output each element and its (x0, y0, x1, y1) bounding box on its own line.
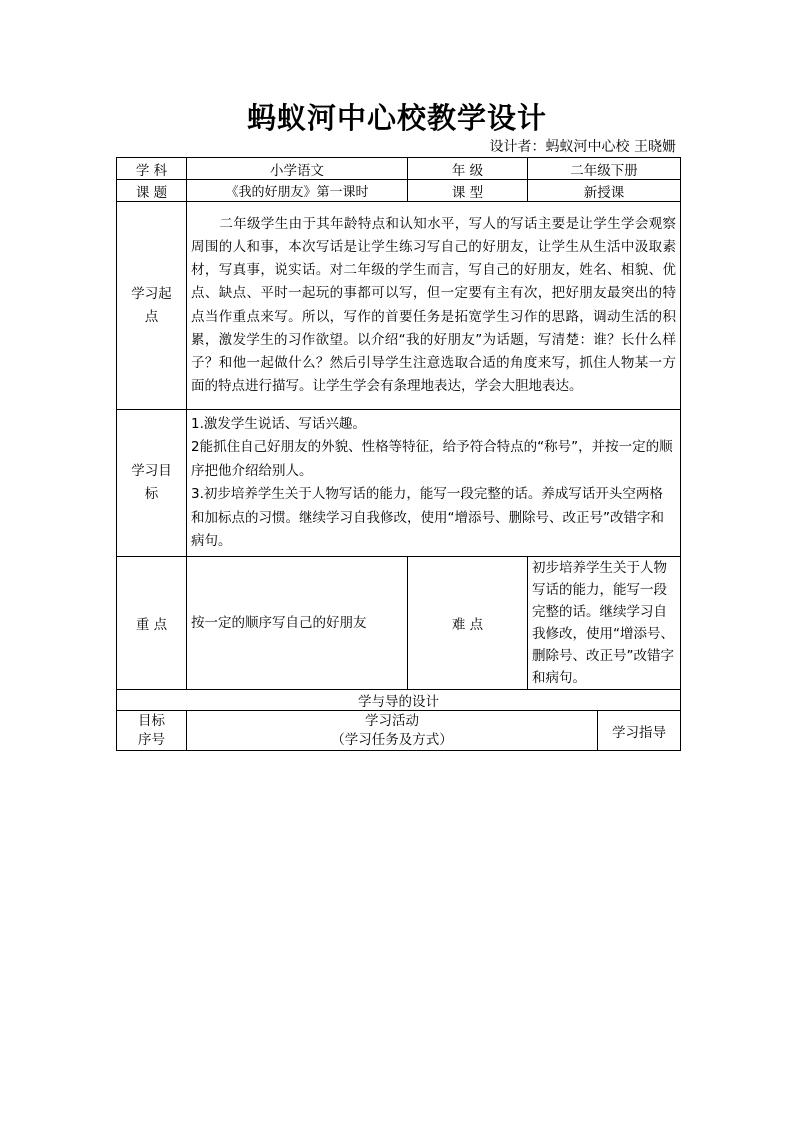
type-label: 课 型 (408, 180, 528, 202)
key-point-text: 按一定的顺序写自己的好朋友 (187, 557, 408, 690)
goals-cell (187, 410, 681, 557)
goal-item-1: 1.激发学生说话、写话兴趣。 (191, 415, 366, 432)
goals-label-line1: 学习目 (131, 463, 172, 479)
type-value: 新授课 (528, 180, 681, 202)
starting-point-text: 二年级学生由于其年龄特点和认知水平，写人的写话主要是让学生学会观察周围的人和事，本次写话是让学生练习写自己的好朋友，让学生从生活中汲取素材，写真事，说实话。对二年级的学生而言，写自己的好朋友，姓名、相貌、优点、缺点、平时一起玩的事都可以写，但一定要有主有次，把好朋友最突出的特点当作重点来写。所以，写作的首要任务是拓宽学生习作的思路，调动生活的积累，激发学生的习作欲望。以介绍“我的好朋友”为话题，写清楚：谁？长什么样子？和他一起做什么？然后引导学生注意选取合适的角度来写，抓住人物某一方面的特点进行描写。让学生学会有条理地表达，学会大胆地表达。 (191, 215, 677, 395)
topic-row (117, 180, 681, 202)
designer-line: 设计者：蚂蚁河中心校 王晓姗 (489, 139, 676, 155)
goal-item-3: 3.初步培养学生关于人物写话的能力，能写一段完整的话。养成写话开头空两格和加标点的习惯。继续学习自我修改，使用“增添号、删除号、改正号”改错字和病句。 (191, 486, 664, 549)
goals-label (117, 410, 187, 557)
starting-point-label-line1: 学习起 (131, 285, 172, 302)
design-columns-row (117, 711, 681, 751)
activity-header-line1: 学习活动 (365, 712, 419, 729)
starting-point-row (117, 202, 681, 410)
guidance-header: 学习指导 (598, 711, 681, 751)
document-title: 蚂蚁河中心校教学设计 (246, 101, 547, 135)
grade-label: 年 级 (408, 158, 528, 180)
subject-value: 小学语文 (187, 158, 408, 180)
key-point-label: 重 点 (117, 557, 187, 690)
starting-point-label (117, 202, 187, 410)
activity-header (187, 711, 598, 751)
subject-row (117, 158, 681, 180)
lesson-plan-table (116, 157, 681, 751)
activity-header-line2: （学习任务及方式） (331, 731, 453, 748)
design-heading-row (117, 690, 681, 711)
difficult-point-text: 初步培养学生关于人物写话的能力，能写一段完整的话。继续学习自我修改，使用“增添号、删除号、改正号”改错字和病句。 (528, 557, 681, 690)
starting-point-label-line2: 点 (144, 308, 159, 325)
topic-label: 课 题 (117, 180, 187, 202)
goal-number-header (117, 711, 187, 751)
topic-value: 《我的好朋友》第一课时 (187, 180, 408, 202)
subject-label: 学 科 (117, 158, 187, 180)
goal-number-header-line1: 目标 (138, 712, 165, 729)
difficult-point-label: 难 点 (408, 557, 528, 690)
goals-row (117, 410, 681, 557)
goal-number-header-line2: 序号 (138, 731, 165, 748)
goal-item-2: 2能抓住自己好朋友的外貌、性格等特征，给予符合特点的“称号”，并按一定的顺序把他介绍给别人。 (191, 439, 673, 479)
goals-label-line2: 标 (144, 486, 159, 502)
grade-value: 二年级下册 (528, 158, 681, 180)
key-points-row (117, 557, 681, 690)
design-heading: 学与导的设计 (117, 690, 681, 711)
starting-point-cell (187, 202, 681, 410)
